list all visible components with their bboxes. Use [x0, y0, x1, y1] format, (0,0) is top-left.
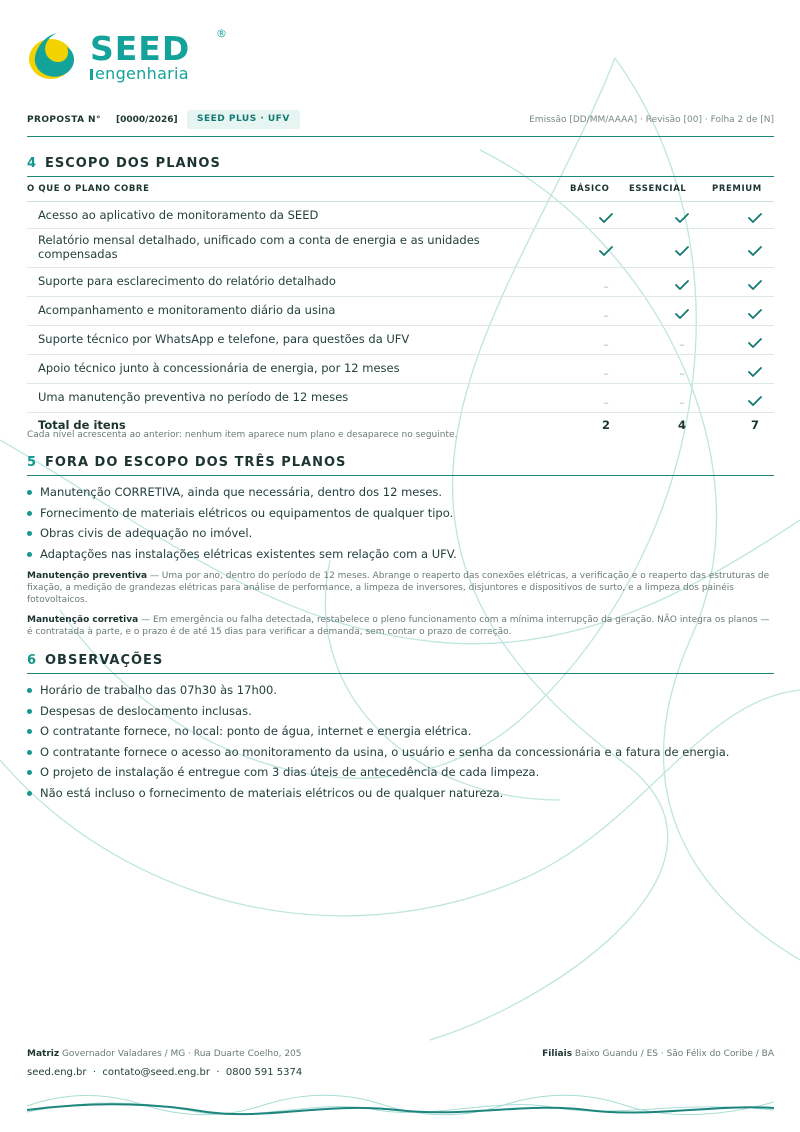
section-title: FORA DO ESCOPO DOS TRÊS PLANOS — [45, 455, 347, 470]
dash-text: – — [679, 396, 685, 409]
not-included-dash — [667, 391, 697, 410]
row-label: Acesso ao aplicativo de monitoramento da SEED — [38, 208, 319, 222]
dash-text: – — [603, 338, 609, 351]
list-item-text: Obras civis de adequação no imóvel. — [40, 526, 253, 540]
section-title: OBSERVAÇÕES — [45, 653, 164, 668]
check-icon — [740, 208, 770, 227]
table-row — [27, 355, 774, 384]
table-row — [27, 326, 774, 355]
list-item-text: Não está incluso o fornecimento de materiais elétricos ou de qualquer natureza. — [40, 785, 504, 800]
check-icon — [740, 275, 770, 294]
proposal-number: [0000/2026] — [116, 115, 178, 125]
total-premium: 7 — [750, 418, 759, 432]
not-included-dash — [667, 362, 697, 381]
hq-label: Matriz — [27, 1049, 60, 1059]
list-item — [27, 786, 774, 807]
subtitle-bar — [90, 69, 93, 80]
section-4-heading — [27, 154, 774, 177]
row-label: Apoio técnico junto à concessionária de energia, por 12 meses — [38, 361, 400, 375]
total-label: Total de itens — [38, 418, 126, 432]
corrective-title: Manutenção corretiva — [27, 615, 139, 625]
table-body — [27, 202, 774, 413]
not-included-dash — [591, 275, 621, 294]
dash-text: – — [679, 367, 685, 380]
column-header-essential: ESSENCIAL — [629, 184, 687, 194]
plans-scope-table — [27, 181, 774, 435]
brand-name: SEED — [90, 29, 191, 68]
list-item-text: Despesas de deslocamento inclusas. — [40, 703, 252, 718]
check-icon — [740, 304, 770, 323]
check-icon — [740, 241, 770, 260]
corrective-maintenance-note — [27, 614, 774, 638]
list-item — [27, 506, 774, 527]
not-included-dash — [591, 391, 621, 410]
issue-info: Emissão [DD/MM/AAAA] · Revisão [00] · Folha 2 de [N] — [529, 115, 774, 125]
observations-list — [27, 683, 774, 806]
row-label: Acompanhamento e monitoramento diário da usina — [38, 303, 336, 317]
dash-text: – — [603, 367, 609, 380]
header-divider — [27, 136, 774, 137]
dash-text: – — [679, 338, 685, 351]
not-included-dash — [591, 362, 621, 381]
table-note: Cada nível acrescenta ao anterior: nenhum item aparece num plano e desaparece no seguinte. — [27, 430, 458, 440]
column-header-item: O QUE O PLANO COBRE — [27, 184, 150, 194]
list-item-text: Adaptações nas instalações elétricas existentes sem relação com a UFV. — [40, 546, 457, 561]
check-icon — [740, 333, 770, 352]
preventive-title: Manutenção preventiva — [27, 571, 148, 581]
section-6-heading — [27, 651, 774, 674]
row-label: Suporte para esclarecimento do relatório detalhado — [38, 274, 336, 288]
list-item — [27, 547, 774, 568]
check-icon — [740, 362, 770, 381]
total-essential: 4 — [677, 418, 686, 432]
list-item-text: Manutenção CORRETIVA, ainda que necessária, dentro dos 12 meses. — [40, 485, 443, 499]
table-row — [27, 268, 774, 297]
dash-text: – — [603, 280, 609, 293]
list-item-text: O contratante fornece, no local: ponto de água, internet e energia elétrica. — [40, 724, 472, 738]
footer-branches — [542, 1049, 774, 1059]
bullet-icon — [27, 511, 32, 516]
check-icon — [667, 241, 697, 260]
section-title: ESCOPO DOS PLANOS — [45, 156, 221, 171]
company-logo — [27, 27, 227, 85]
section-number: 6 — [27, 653, 37, 668]
list-item — [27, 724, 774, 745]
check-icon — [591, 241, 621, 260]
list-item-text: Horário de trabalho das 07h30 às 17h00. — [40, 683, 278, 697]
proposal-label: PROPOSTA N° — [27, 115, 101, 125]
check-icon — [740, 391, 770, 410]
list-item-text: O contratante fornece o acesso ao monitoramento da usina, o usuário e senha da concessionária e a fatura de energia. — [40, 744, 730, 759]
check-icon — [667, 304, 697, 323]
table-row — [27, 229, 774, 268]
preventive-maintenance-note — [27, 570, 774, 606]
not-included-dash — [591, 333, 621, 352]
list-item — [27, 765, 774, 786]
bullet-icon — [27, 709, 32, 714]
corrective-text: — Em emergência ou falha detectada, restabelece o pleno funcionamento com a mínima interrupção da geração. NÃO integra os planos — é contratada à parte, e o prazo é de até 15 dias para verificar a demanda, sem contar o prazo de correção. — [27, 615, 770, 637]
list-item — [27, 745, 774, 766]
bullet-icon — [27, 729, 32, 734]
column-header-basic: BÁSICO — [570, 184, 610, 194]
list-item-text: O projeto de instalação é entregue com 3 dias úteis de antecedência de cada limpeza. — [40, 765, 540, 779]
registered-mark: ® — [216, 27, 227, 40]
not-included-dash — [667, 333, 697, 352]
bullet-icon — [27, 750, 32, 755]
total-basic: 2 — [601, 418, 610, 432]
brand-subtitle — [90, 65, 189, 83]
list-item — [27, 526, 774, 547]
row-label: Suporte técnico por WhatsApp e telefone, para questões da UFV — [38, 332, 410, 346]
bullet-icon — [27, 552, 32, 557]
preventive-text: — Uma por ano, dentro do período de 12 meses. Abrange o reaperto das conexões elétricas, a verificação e o reaperto das estruturas de fixação, a medição de grandezas elétricas para análise de performance, a limpeza de inversores, disjuntores e dispositivos de surto, e a limpeza dos painéis fotovoltaicos. — [27, 571, 770, 605]
plan-tag: SEED PLUS · UFV — [187, 110, 300, 129]
proposal-header — [27, 110, 774, 130]
bullet-icon — [27, 770, 32, 775]
check-icon — [667, 275, 697, 294]
bullet-icon — [27, 791, 32, 796]
branches-text: Baixo Guandu / ES · São Félix do Coribe / BA — [572, 1049, 774, 1059]
bullet-icon — [27, 531, 32, 536]
row-label: Relatório mensal detalhado, unificado com a conta de energia e as unidades compensadas — [38, 233, 480, 261]
footer-wave-decoration — [27, 1088, 774, 1120]
out-of-scope-list — [27, 485, 774, 567]
dash-text: – — [603, 309, 609, 322]
check-icon — [591, 208, 621, 227]
table-row — [27, 384, 774, 413]
section-number: 4 — [27, 156, 37, 171]
list-item — [27, 683, 774, 704]
row-label: Uma manutenção preventiva no período de 12 meses — [38, 390, 349, 404]
footer-headquarters — [27, 1049, 302, 1059]
check-icon — [667, 208, 697, 227]
list-item — [27, 704, 774, 725]
not-included-dash — [591, 304, 621, 323]
table-header — [27, 181, 774, 202]
column-header-premium: PREMIUM — [712, 184, 762, 194]
hq-address: Governador Valadares / MG · Rua Duarte Coelho, 205 — [59, 1049, 302, 1059]
table-row — [27, 297, 774, 326]
brand-subtitle-text: engenharia — [95, 64, 189, 83]
list-item-text: Fornecimento de materiais elétricos ou equipamentos de qualquer tipo. — [40, 505, 454, 520]
bullet-icon — [27, 490, 32, 495]
table-row — [27, 202, 774, 229]
footer-contacts: seed.eng.br · contato@seed.eng.br · 0800 591 5374 — [27, 1067, 303, 1078]
section-5-heading — [27, 453, 774, 476]
bullet-icon — [27, 688, 32, 693]
branches-label: Filiais — [542, 1049, 573, 1059]
list-item — [27, 485, 774, 506]
dash-text: – — [603, 396, 609, 409]
section-number: 5 — [27, 455, 37, 470]
seed-logo-icon — [27, 27, 83, 83]
